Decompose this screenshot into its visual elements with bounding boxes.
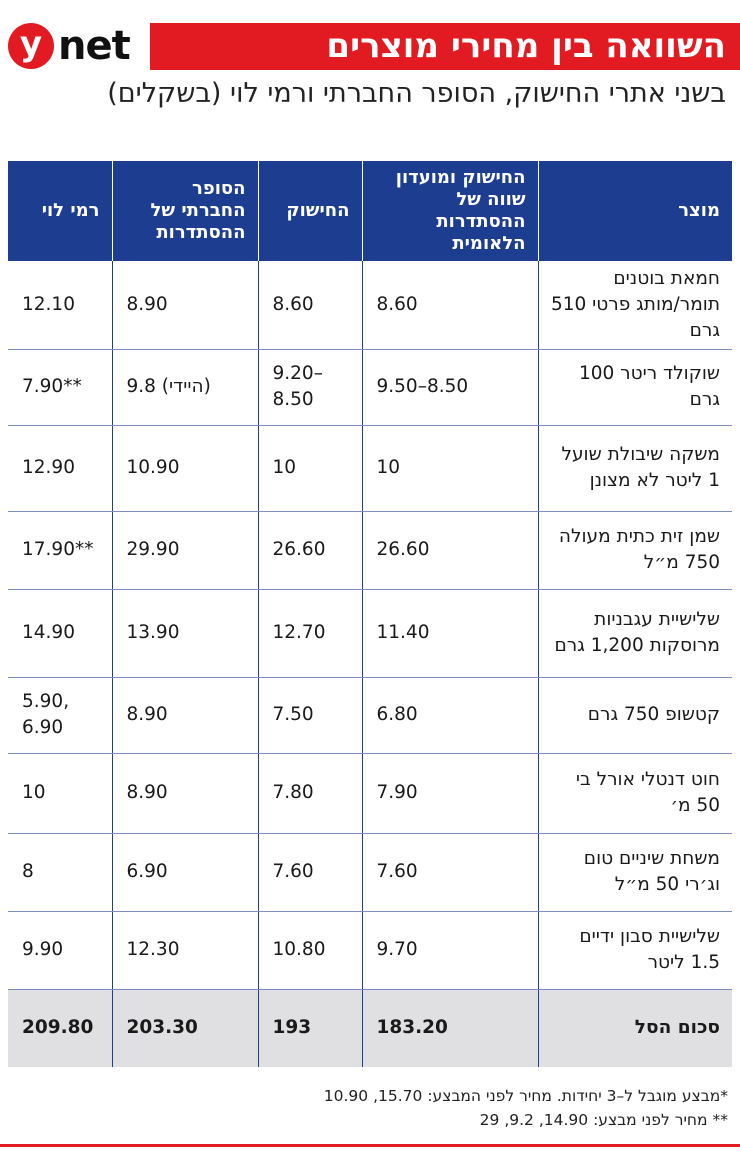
table-row (8, 677, 732, 753)
cell-hishuk-club: 6.80 (362, 677, 538, 753)
header (0, 0, 740, 72)
cell-product: קטשופ 750 גרם (538, 677, 732, 753)
table-row (8, 511, 732, 589)
cell-rami-levy: 5.90, 6.90 (8, 677, 112, 753)
logo-circle-y: y (8, 23, 54, 69)
column-header-social-supermarket: הסופר החברתי של ההסתדרות (112, 161, 258, 261)
table-row (8, 833, 732, 911)
cell-social-supermarket: 8.90 (112, 261, 258, 349)
cell-rami-levy: 10 (8, 753, 112, 833)
cell-rami-levy: 9.90 (8, 911, 112, 989)
cell-hishuk-club: 9.70 (362, 911, 538, 989)
total-cell-hishuk: 193 (258, 989, 362, 1067)
column-header-product: מוצר (538, 161, 732, 261)
cell-hishuk: 26.60 (258, 511, 362, 589)
cell-hishuk: 10.80 (258, 911, 362, 989)
table-row (8, 425, 732, 511)
table-row (8, 753, 732, 833)
cell-product: משחת שיניים טום וג׳רי 50 מ״ל (538, 833, 732, 911)
price-comparison-table (8, 161, 732, 1067)
cell-hishuk: 10 (258, 425, 362, 511)
cell-social-supermarket: 29.90 (112, 511, 258, 589)
bottom-accent-line (0, 1144, 740, 1147)
footnote-1: *מבצע מוגבל ל–3 יחידות. מחיר לפני המבצע: 15.70, 10.90 (323, 1087, 728, 1105)
cell-social-supermarket: 8.90 (112, 677, 258, 753)
page-subtitle: בשני אתרי החישוק, הסופר החברתי ורמי לוי (בשקלים) (107, 78, 726, 109)
cell-hishuk: 12.70 (258, 589, 362, 677)
cell-product: חמאת בוטנים תומר/מותג פרטי 510 גרם (538, 261, 732, 349)
cell-social-supermarket: 13.90 (112, 589, 258, 677)
table-row (8, 589, 732, 677)
cell-hishuk-club: 11.40 (362, 589, 538, 677)
cell-rami-levy: 8 (8, 833, 112, 911)
cell-product: שלישיית עגבניות מרוסקות 1,200 גרם (538, 589, 732, 677)
table-row (8, 911, 732, 989)
ynet-logo[interactable] (8, 21, 138, 71)
column-header-hishuk: החישוק (258, 161, 362, 261)
cell-hishuk: 7.60 (258, 833, 362, 911)
footnote-2: ** מחיר לפני מבצע: 14.90, 9.2, 29 (479, 1111, 728, 1129)
cell-hishuk-club: 7.60 (362, 833, 538, 911)
cell-hishuk-club: 7.90 (362, 753, 538, 833)
table-body (8, 261, 732, 1067)
total-cell-hishuk-club: 183.20 (362, 989, 538, 1067)
cell-social-supermarket: 8.90 (112, 753, 258, 833)
cell-product: חוט דנטלי אורל בי 50 מ׳ (538, 753, 732, 833)
page-title: השוואה בין מחירי מוצרים (150, 23, 740, 70)
total-cell-product: סכום הסל (538, 989, 732, 1067)
total-cell-rami-levy: 209.80 (8, 989, 112, 1067)
cell-product: שוקולד ריטר 100 גרם (538, 349, 732, 425)
cell-product: שמן זית כתית מעולה 750 מ״ל (538, 511, 732, 589)
cell-product: שלישיית סבון ידיים 1.5 ליטר (538, 911, 732, 989)
cell-hishuk: 7.50 (258, 677, 362, 753)
cell-social-supermarket: 6.90 (112, 833, 258, 911)
cell-rami-levy: 7.90** (8, 349, 112, 425)
table-row (8, 349, 732, 425)
column-header-hishuk-club: החישוק ומועדון שווה של ההסתדרות הלאומית (362, 161, 538, 261)
cell-hishuk: 9.20–8.50 (258, 349, 362, 425)
cell-hishuk: 7.80 (258, 753, 362, 833)
table-total-row (8, 989, 732, 1067)
cell-rami-levy: 17.90** (8, 511, 112, 589)
logo-text-net: net (58, 23, 130, 69)
cell-rami-levy: 12.10 (8, 261, 112, 349)
cell-rami-levy: 12.90 (8, 425, 112, 511)
cell-social-supermarket: 9.8 (היידי) (112, 349, 258, 425)
cell-social-supermarket: 12.30 (112, 911, 258, 989)
cell-social-supermarket: 10.90 (112, 425, 258, 511)
cell-hishuk: 8.60 (258, 261, 362, 349)
cell-rami-levy: 14.90 (8, 589, 112, 677)
table-row (8, 261, 732, 349)
cell-hishuk-club: 8.60 (362, 261, 538, 349)
cell-hishuk-club: 9.50–8.50 (362, 349, 538, 425)
cell-product: משקה שיבולת שועל 1 ליטר לא מצונן (538, 425, 732, 511)
cell-hishuk-club: 26.60 (362, 511, 538, 589)
cell-hishuk-club: 10 (362, 425, 538, 511)
table-header-row (8, 161, 732, 261)
column-header-rami-levy: רמי לוי (8, 161, 112, 261)
total-cell-social-supermarket: 203.30 (112, 989, 258, 1067)
footnotes (8, 1084, 728, 1132)
